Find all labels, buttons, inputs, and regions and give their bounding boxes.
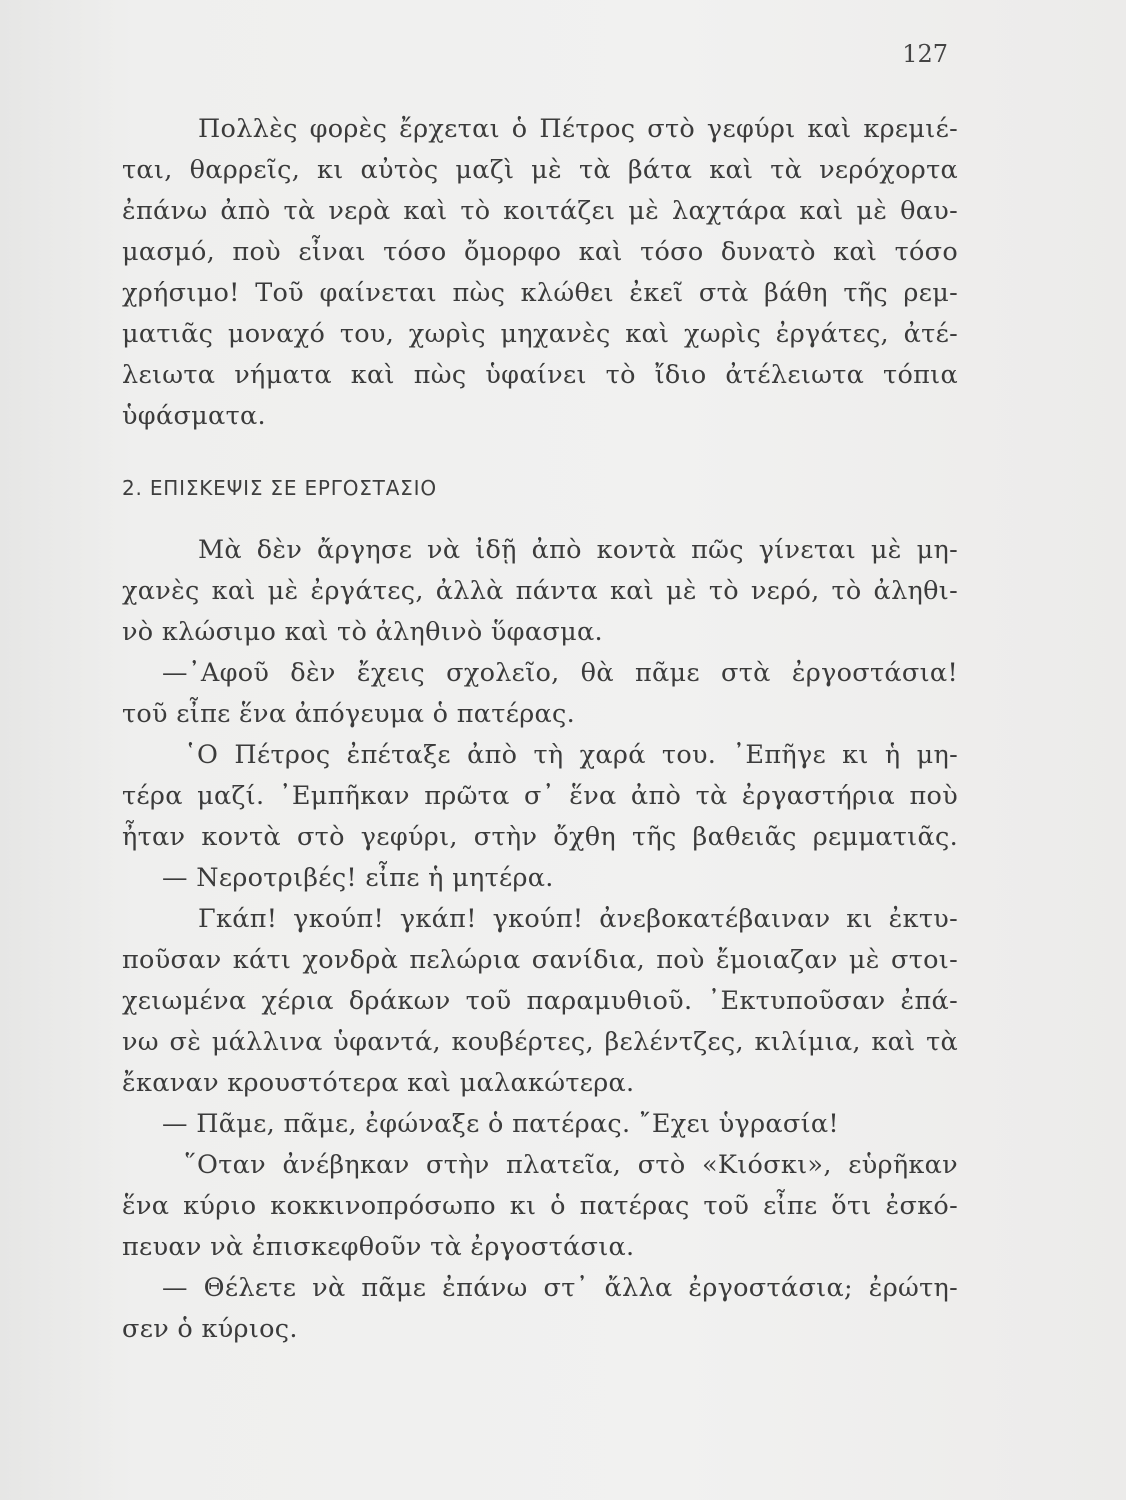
- text-line: νὸ κλώσιμο καὶ τὸ ἀληθινὸ ὕφασμα.: [122, 617, 603, 647]
- text-line: ται, θαρρεῖς, κι αὐτὸς μαζὶ μὲ τὰ βάτα καὶ τὰ νερόχορτα: [122, 155, 958, 185]
- text-line: — Θέλετε νὰ πᾶμε ἐπάνω στ᾿ ἄλλα ἐργοστάσια; ἐρώτη-: [162, 1273, 958, 1303]
- text-line: τοῦ εἶπε ἕνα ἀπόγευμα ὁ πατέρας.: [122, 699, 575, 729]
- text-line: Πολλὲς φορὲς ἔρχεται ὁ Πέτρος στὸ γεφύρι καὶ κρεμιέ-: [198, 114, 958, 144]
- text-line: ῞Οταν ἀνέβηκαν στὴν πλατεῖα, στὸ «Κιόσκι», εὑρῆκαν: [184, 1150, 958, 1180]
- text-line: χρήσιμο! Τοῦ φαίνεται πὼς κλώθει ἐκεῖ στὰ βάθη τῆς ρεμ-: [122, 278, 958, 308]
- text-line: Μὰ δὲν ἄργησε νὰ ἰδῇ ἀπὸ κοντὰ πῶς γίνεται μὲ μη-: [198, 535, 958, 565]
- text-line: ποῦσαν κάτι χονδρὰ πελώρια σανίδια, ποὺ ἔμοιαζαν μὲ στοι-: [122, 945, 958, 975]
- text-line: νω σὲ μάλλινα ὑφαντά, κουβέρτες, βελέντζες, κιλίμια, καὶ τὰ: [122, 1027, 958, 1057]
- text-line: χανὲς καὶ μὲ ἐργάτες, ἀλλὰ πάντα καὶ μὲ τὸ νερό, τὸ ἀληθι-: [122, 576, 958, 606]
- text-line: πευαν νὰ ἐπισκεφθοῦν τὰ ἐργοστάσια.: [122, 1232, 635, 1262]
- text-line: ματιᾶς μοναχό του, χωρὶς μηχανὲς καὶ χωρὶς ἐργάτες, ἀτέ-: [122, 319, 958, 349]
- text-line: Γκάπ! γκούπ! γκάπ! γκούπ! ἀνεβοκατέβαιναν κι ἐκτυ-: [198, 904, 958, 934]
- text-line: σεν ὁ κύριος.: [122, 1314, 298, 1344]
- text-line: ἔκαναν κρουστότερα καὶ μαλακώτερα.: [122, 1068, 635, 1098]
- section-heading: 2. ΕΠΙΣΚΕΨΙΣ ΣΕ ΕΡΓΟΣΤΑΣΙΟ: [122, 476, 437, 500]
- text-line: λειωτα νήματα καὶ πὼς ὑφαίνει τὸ ἴδιο ἀτέλειωτα τόπια: [122, 360, 958, 390]
- text-line: ἦταν κοντὰ στὸ γεφύρι, στὴν ὄχθη τῆς βαθειᾶς ρεμματιᾶς.: [122, 822, 958, 852]
- text-line: — Πᾶμε, πᾶμε, ἐφώναξε ὁ πατέρας. ῎Εχει ὑγρασία!: [162, 1109, 839, 1139]
- text-line: τέρα μαζί. ᾿Εμπῆκαν πρῶτα σ᾿ ἕνα ἀπὸ τὰ ἐργαστήρια ποὺ: [122, 781, 958, 811]
- text-line: ῾Ο Πέτρος ἐπέταξε ἀπὸ τὴ χαρά του. ᾿Επῆγε κι ἡ μη-: [184, 740, 958, 770]
- text-line: ἐπάνω ἀπὸ τὰ νερὰ καὶ τὸ κοιτάζει μὲ λαχτάρα καὶ μὲ θαυ-: [122, 196, 958, 226]
- text-line: χειωμένα χέρια δράκων τοῦ παραμυθιοῦ. ᾿Εκτυποῦσαν ἐπά-: [122, 986, 958, 1016]
- text-line: ὑφάσματα.: [122, 401, 266, 431]
- text-line: —᾿Αφοῦ δὲν ἔχεις σχολεῖο, θὰ πᾶμε στὰ ἐργοστάσια!: [162, 658, 958, 688]
- text-line: — Νεροτριβές! εἶπε ἡ μητέρα.: [162, 863, 554, 893]
- text-line: ἕνα κύριο κοκκινοπρόσωπο κι ὁ πατέρας τοῦ εἶπε ὅτι ἐσκό-: [122, 1191, 958, 1221]
- page-number: 127: [902, 40, 948, 68]
- text-line: μασμό, ποὺ εἶναι τόσο ὄμορφο καὶ τόσο δυνατὸ καὶ τόσο: [122, 237, 958, 267]
